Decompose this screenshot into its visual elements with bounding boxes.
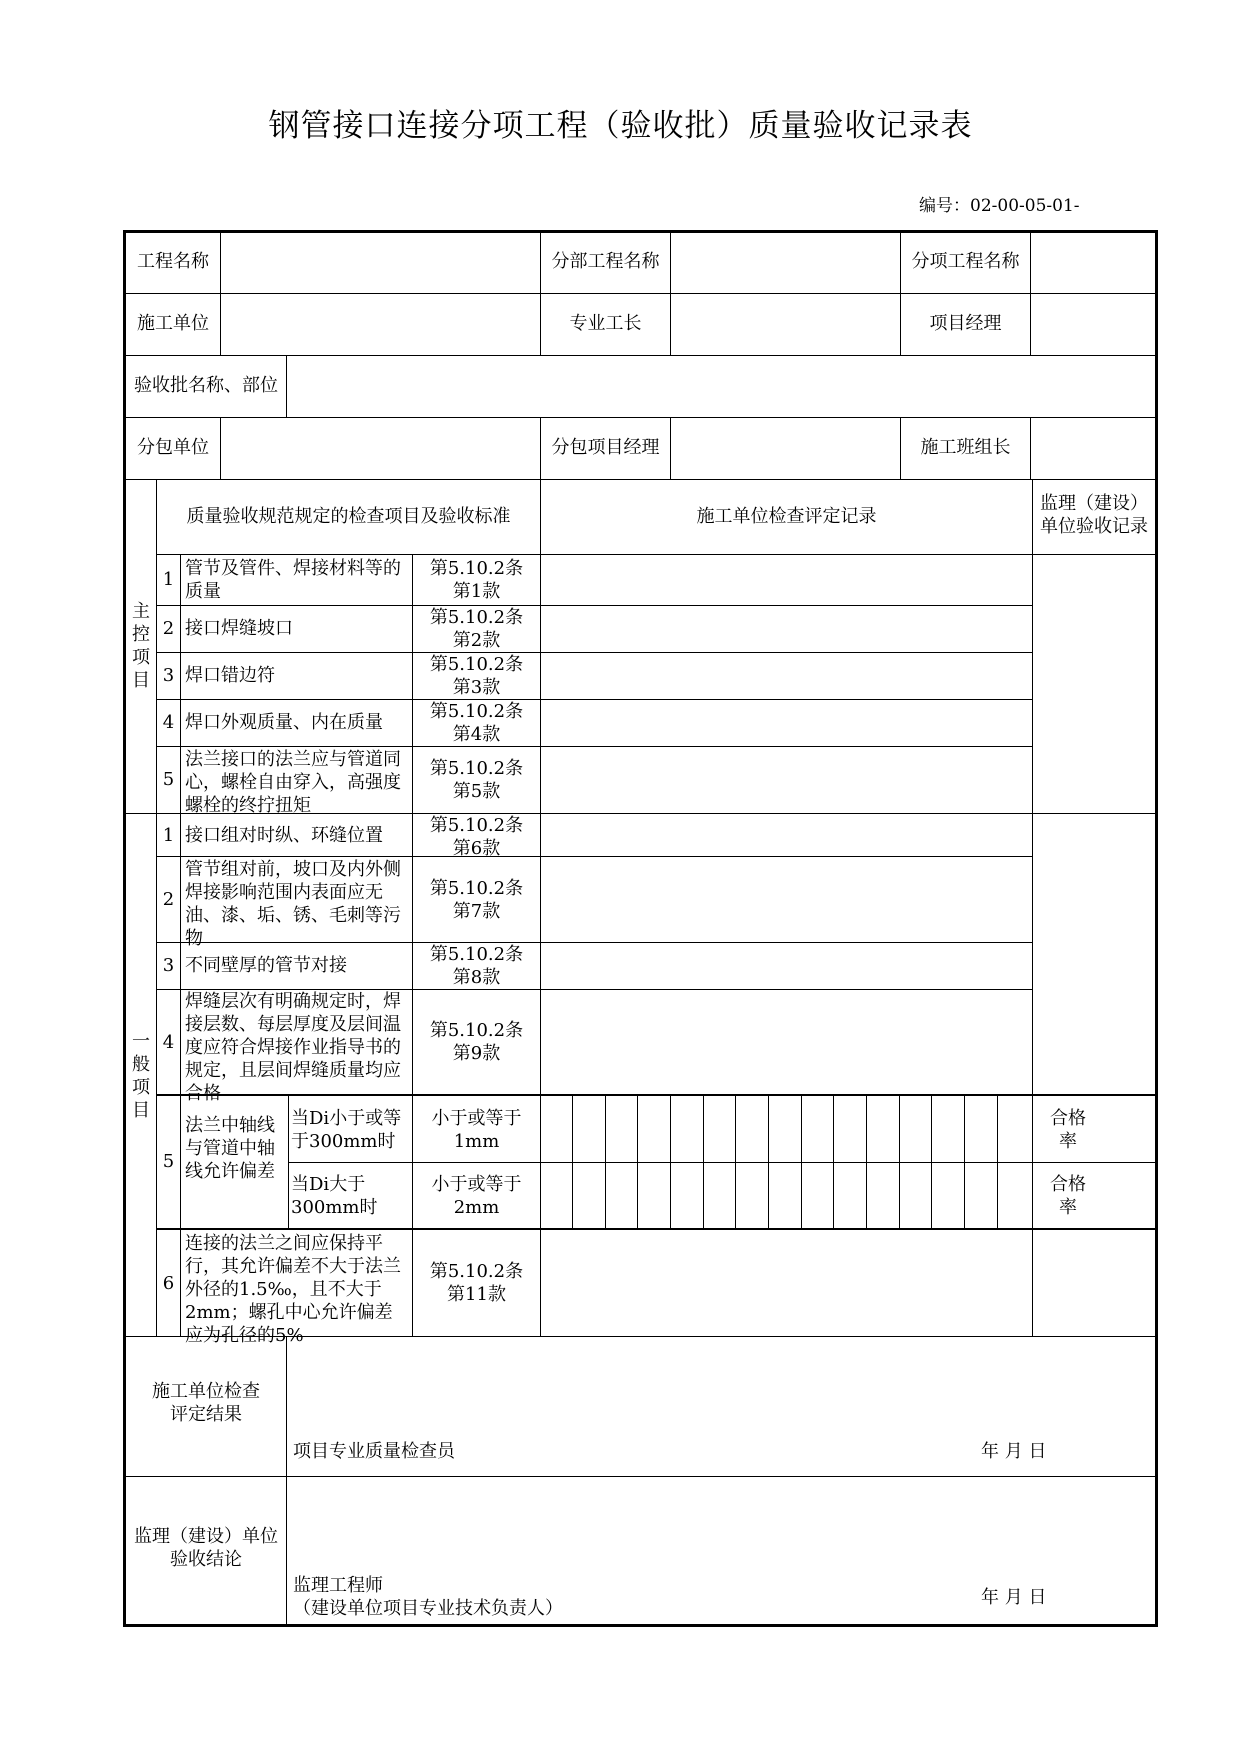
main-item-3-record[interactable] <box>541 653 1032 699</box>
col-line <box>180 554 181 1336</box>
sub-division-value[interactable] <box>671 233 900 293</box>
general-item-1-no: 1 <box>162 825 175 846</box>
conclusion-content[interactable] <box>287 1477 1155 1577</box>
row-line <box>123 479 1158 480</box>
subcontractor-label: 分包单位 <box>137 437 209 458</box>
col-line <box>768 1096 769 1228</box>
general-item-1-record[interactable] <box>541 814 1032 856</box>
main-item-1-record[interactable] <box>541 555 1032 605</box>
subcontractor-value[interactable] <box>221 418 540 479</box>
col-line <box>637 1096 638 1228</box>
general-item-5a-rate: 合格 率 <box>1050 1108 1086 1152</box>
sub-manager-label: 分包项目经理 <box>551 437 660 458</box>
inspector-label: 项目专业质量检查员 <box>293 1441 455 1462</box>
general-supervision-record[interactable] <box>1033 814 1155 1094</box>
general-item-2-text: 管节组对前，坡口及内外侧焊接影响范围内表面应无油、漆、垢、锈、毛刺等污物 <box>185 859 401 949</box>
check-result-label: 施工单位检查 评定结果 <box>152 1381 260 1425</box>
main-item-5-no: 5 <box>162 769 175 790</box>
general-label: 一 般 项 目 <box>132 1031 150 1121</box>
general-item-3-no: 3 <box>162 955 175 976</box>
foreman-label: 专业工长 <box>569 313 642 334</box>
standard-column-header: 质量验收规范规定的检查项目及验收标准 <box>186 506 511 527</box>
general-item-6-clause: 第5.10.2条 第11款 <box>429 1261 524 1305</box>
col-line <box>735 1096 736 1228</box>
main-item-3-text: 焊口错边符 <box>185 665 275 686</box>
col-line <box>997 1096 998 1228</box>
main-item-1-text: 管节及管件、焊接材料等的质量 <box>185 558 401 602</box>
batch-value[interactable] <box>287 356 1155 417</box>
sub-division-label: 分部工程名称 <box>551 251 660 272</box>
sub-item-value[interactable] <box>1031 233 1155 293</box>
main-item-4-no: 4 <box>162 712 175 733</box>
record-column-header: 施工单位检查评定记录 <box>696 506 877 527</box>
col-line <box>801 1096 802 1228</box>
main-item-5-record[interactable] <box>541 747 1032 813</box>
general-item-2-record[interactable] <box>541 857 1032 942</box>
project-manager-value[interactable] <box>1031 294 1155 355</box>
foreman-value[interactable] <box>671 294 900 355</box>
general-item-2-clause: 第5.10.2条 第7款 <box>429 878 524 922</box>
document-number: 编号：02-00-05-01- <box>919 196 1080 216</box>
general-item-5-text: 法兰中轴线与管道中轴线允许偏差 <box>185 1115 275 1182</box>
col-line <box>703 1096 704 1228</box>
col-line <box>1155 1096 1158 1228</box>
project-name-value[interactable] <box>221 233 540 293</box>
general-item-1-text: 接口组对时纵、环缝位置 <box>185 825 383 846</box>
general-item-5-no: 5 <box>162 1151 175 1172</box>
inspection-form <box>123 230 1158 1627</box>
general-item-4-record[interactable] <box>541 990 1032 1094</box>
main-item-1-no: 1 <box>162 569 175 590</box>
general-item-6-no: 6 <box>162 1273 175 1294</box>
supervision-column-header: 监理（建设） 单位验收记录 <box>1040 493 1148 537</box>
team-leader-label: 施工班组长 <box>920 437 1011 458</box>
supervising-engineer-label: 监理工程师 （建设单位项目专业技术负责人） <box>293 1575 563 1619</box>
conclusion-label: 监理（建设）单位 验收结论 <box>134 1526 278 1570</box>
general-item-1-clause: 第5.10.2条 第6款 <box>429 815 524 859</box>
general-item-3-text: 不同壁厚的管节对接 <box>185 955 347 976</box>
main-item-1-clause: 第5.10.2条 第1款 <box>429 558 524 602</box>
general-item-6-text: 连接的法兰之间应保持平行，其允许偏差不大于法兰外径的1.5‰，且不大于2mm；螺孔中心允许偏差应为孔径的5% <box>185 1233 401 1346</box>
main-item-3-clause: 第5.10.2条 第3款 <box>429 654 524 698</box>
main-item-2-no: 2 <box>162 618 175 639</box>
general-item-3-clause: 第5.10.2条 第8款 <box>429 944 524 988</box>
general-item-5b-rate: 合格 率 <box>1050 1174 1086 1218</box>
general-item-4-no: 4 <box>162 1032 175 1053</box>
construction-unit-label: 施工单位 <box>137 313 209 334</box>
main-item-5-clause: 第5.10.2条 第5款 <box>429 758 524 802</box>
main-item-2-record[interactable] <box>541 606 1032 652</box>
page-title: 钢管接口连接分项工程（验收批）质量验收记录表 <box>268 108 973 144</box>
general-item-5b-cond: 当Di大于 300mm时 <box>291 1174 378 1218</box>
project-manager-label: 项目经理 <box>929 313 1002 334</box>
construction-unit-value[interactable] <box>221 294 540 355</box>
main-control-label: 主 控 项 目 <box>132 601 150 691</box>
row-line <box>156 1094 1158 1096</box>
main-item-2-clause: 第5.10.2条 第2款 <box>429 607 524 651</box>
main-item-4-text: 焊口外观质量、内在质量 <box>185 712 383 733</box>
col-line <box>899 1096 900 1228</box>
general-item-5b-limit: 小于或等于 2mm <box>431 1174 522 1218</box>
col-line <box>931 1096 932 1228</box>
main-item-3-no: 3 <box>162 665 175 686</box>
main-item-4-record[interactable] <box>541 700 1032 746</box>
general-item-5a-cond: 当Di小于或等于300mm时 <box>291 1108 402 1152</box>
col-line <box>288 1096 289 1228</box>
inspection-date: 年 月 日 <box>981 1441 1047 1462</box>
col-line <box>572 1096 573 1228</box>
col-line <box>605 1096 606 1228</box>
general-item-4-clause: 第5.10.2条 第9款 <box>429 1020 524 1064</box>
general-item-4-text: 焊缝层次有明确规定时，焊接层数、每层厚度及层间温度应符合焊接作业指导书的规定，且层间焊缝质量均应合格 <box>185 991 401 1104</box>
general-item-2-no: 2 <box>162 889 175 910</box>
conclusion-date: 年 月 日 <box>981 1587 1047 1608</box>
form-border-bottom <box>123 1624 1158 1627</box>
team-leader-value[interactable] <box>1031 418 1155 479</box>
col-line <box>540 230 541 355</box>
main-item-4-clause: 第5.10.2条 第4款 <box>429 701 524 745</box>
col-line <box>833 1096 834 1228</box>
row-line <box>288 1162 1158 1163</box>
sub-manager-value[interactable] <box>671 418 900 479</box>
batch-label: 验收批名称、部位 <box>134 375 278 396</box>
general-item-3-record[interactable] <box>541 943 1032 989</box>
col-line <box>670 1096 671 1228</box>
col-line <box>964 1096 965 1228</box>
col-line <box>900 230 901 355</box>
general-item-6-record[interactable] <box>541 1230 1032 1336</box>
main-item-2-text: 接口焊缝坡口 <box>185 618 293 639</box>
general-item-5a-limit: 小于或等于 1mm <box>431 1108 522 1152</box>
form-border-right <box>1155 230 1158 1627</box>
check-result-content[interactable] <box>287 1337 1155 1437</box>
main-supervision-record[interactable] <box>1033 555 1155 813</box>
main-item-5-text: 法兰接口的法兰应与管道同心，螺栓自由穿入，高强度螺栓的终拧扭矩 <box>185 749 401 816</box>
project-name-label: 工程名称 <box>137 251 209 272</box>
sub-item-label: 分项工程名称 <box>911 251 1020 272</box>
col-line <box>866 1096 867 1228</box>
